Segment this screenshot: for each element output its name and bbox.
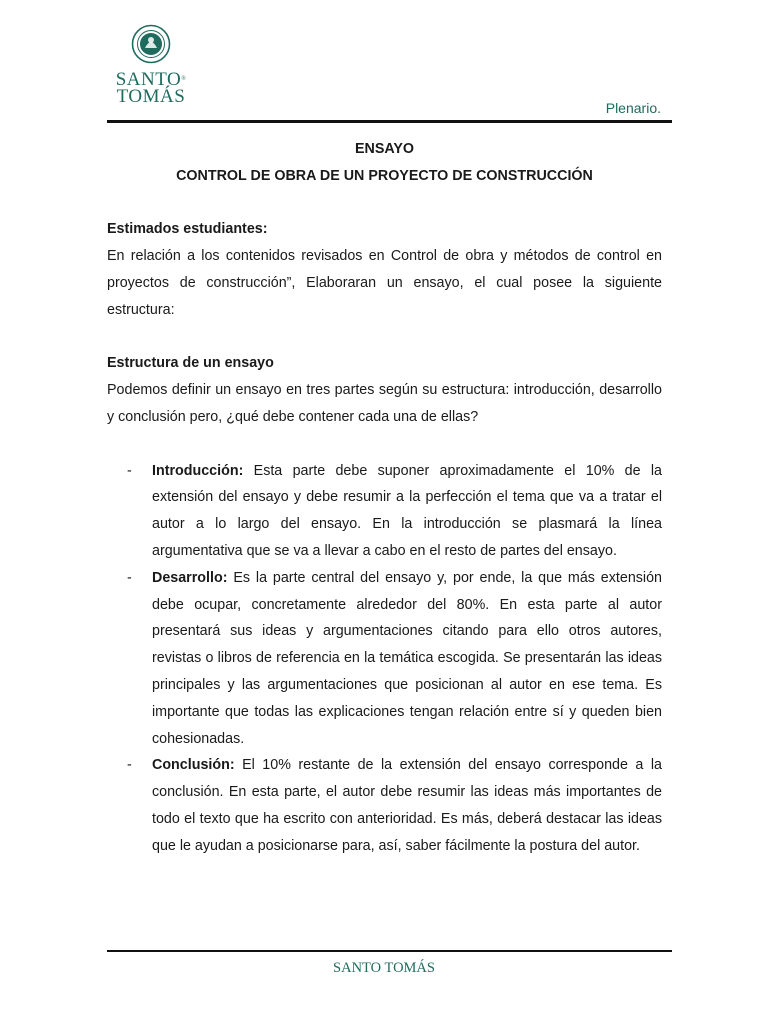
part-term: Desarrollo: <box>152 569 228 586</box>
spacer <box>107 431 662 458</box>
registered-mark: ® <box>181 76 187 82</box>
greeting-heading: Estimados estudiantes: <box>107 221 268 238</box>
list-item <box>107 752 662 859</box>
spacer <box>107 324 662 351</box>
logo-wordmark <box>106 71 196 105</box>
structure-paragraph: Podemos definir un ensayo en tres partes según su estructura: introducción, desarrollo y conclusión pero, ¿qué debe contener cada una de ellas? <box>107 382 662 425</box>
document-title: ENSAYO <box>354 141 415 157</box>
structure-heading: Estructura de un ensayo <box>107 355 274 372</box>
essay-parts-list <box>107 458 662 860</box>
bullet-dash: - <box>127 569 132 586</box>
footer-divider <box>107 950 672 952</box>
list-item <box>107 458 662 565</box>
document-body <box>107 136 662 860</box>
header-divider <box>107 120 672 123</box>
logo-line2: TOMÁS <box>116 86 186 107</box>
university-seal-icon <box>131 24 171 64</box>
part-text: Es la parte central del ensayo y, por ende, la que más extensión debe ocupar, concretamente alrededor del 80%. En esta parte al autor presentará sus ideas y argumentaciones citando para ello otros autores, revistas o libros de referencia en la temática escogida. Se presentarán las ideas principales y las argumentaciones que posicionan al autor en ese tema. Es importante que todas las explicaciones tengan relación entre sí y queden bien cohesionadas. <box>152 569 662 747</box>
list-item <box>107 565 662 753</box>
institution-logo <box>106 24 196 105</box>
bullet-dash: - <box>127 462 132 479</box>
bullet-dash: - <box>127 757 132 774</box>
part-term: Introducción: <box>152 462 244 479</box>
document-subtitle: CONTROL DE OBRA DE UN PROYECTO DE CONSTRUCCIÓN <box>176 167 593 184</box>
greeting-paragraph: En relación a los contenidos revisados en Control de obra y métodos de control en proyectos de construcción”, Elaboraran un ensayo, el cual posee la siguiente estructura: <box>107 248 662 318</box>
part-text: El 10% restante de la extensión del ensayo corresponde a la conclusión. En esta parte, el autor debe resumir las ideas más importantes de todo el texto que ha escrito con anterioridad. Es más, deberá destacar las ideas que le ayudan a posicionarse para, así, saber fácilmente la postura del autor. <box>152 757 662 854</box>
part-text: Esta parte debe suponer aproximadamente el 10% de la extensión del ensayo y debe resumir a la perfección el tema que va a tratar el autor a lo largo del ensayo. En la introducción se plasmará la línea argumentativa que se va a llevar a cabo en el resto de partes del ensayo. <box>152 462 662 559</box>
spacer <box>107 190 662 217</box>
part-term: Conclusión: <box>152 757 235 774</box>
logo-line1: SANTO <box>115 69 182 90</box>
footer-text: SANTO TOMÁS <box>333 960 435 976</box>
section-label: Plenario. <box>605 100 661 116</box>
